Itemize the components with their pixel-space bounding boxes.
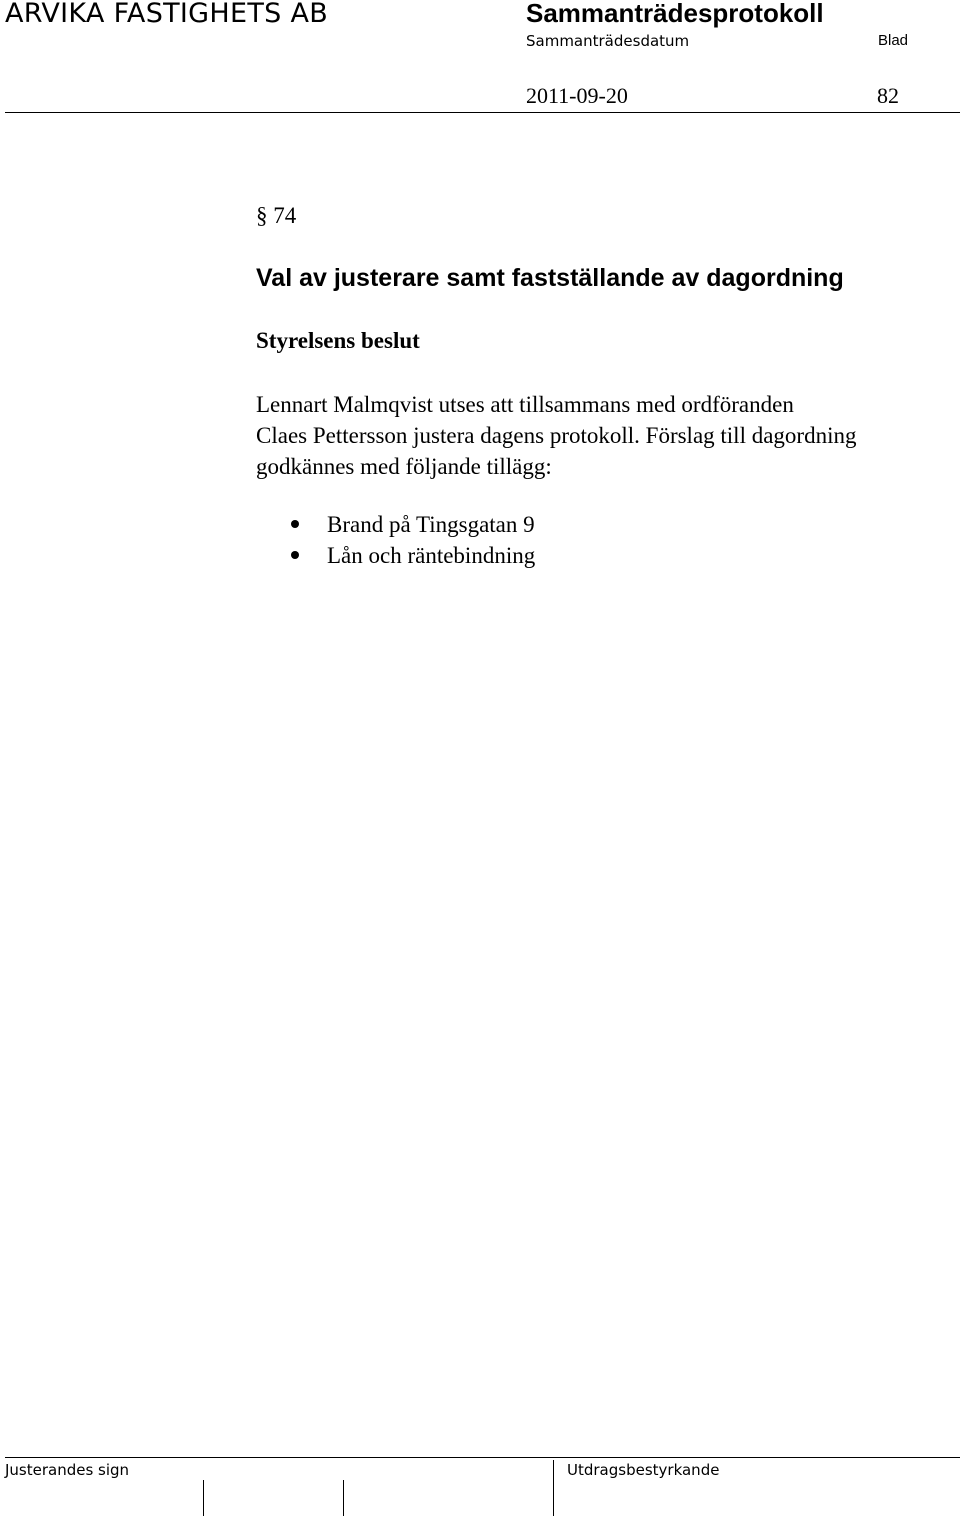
list-item-text: Brand på Tingsgatan 9 [327,512,535,537]
page-label: Blad [878,32,909,49]
paragraph-line: Lennart Malmqvist utses att tillsammans med ordföranden [256,392,794,417]
page-number: 82 [877,83,899,108]
bullet-icon [291,551,299,559]
justifier-signature-label: Justerandes sign [5,1461,130,1479]
section-heading: Val av justerare samt fastställande av dagordning [256,264,844,292]
meeting-date-value: 2011-09-20 [526,83,628,108]
signature-box-divider [343,1480,344,1516]
footer-divider [5,1457,960,1458]
extract-certification-label: Utdragsbestyrkande [567,1461,720,1479]
document-type: Sammanträdesprotokoll [526,0,824,28]
paragraph-line: godkännes med följande tillägg: [256,454,552,479]
meeting-date-label: Sammanträdesdatum [526,32,690,50]
paragraph-line: Claes Pettersson justera dagens protokoll. Förslag till dagordning [256,423,857,448]
signature-box-divider [553,1460,554,1516]
decision-paragraph [256,389,956,482]
signature-box-divider [203,1480,204,1516]
organization-name: ARVIKA FASTIGHETS AB [5,0,329,29]
section-number: § 74 [256,203,297,228]
header-divider [5,112,960,113]
decision-subheading: Styrelsens beslut [256,328,420,353]
list-item-text: Lån och räntebindning [327,543,536,568]
bullet-icon [291,520,299,528]
